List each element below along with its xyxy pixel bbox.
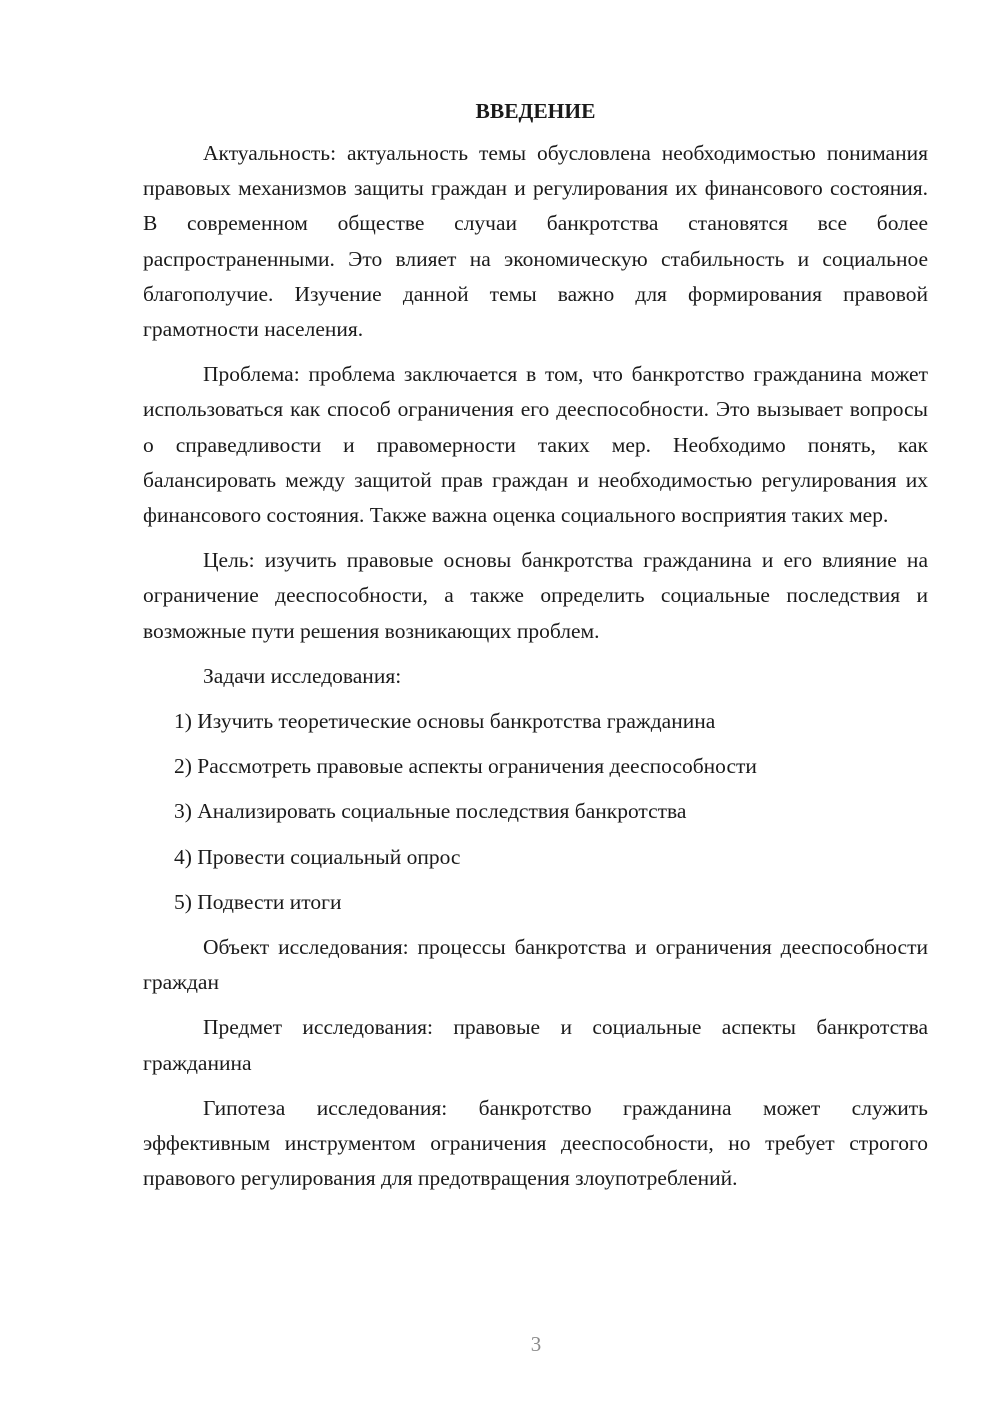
- section-heading: ВВЕДЕНИЕ: [475, 99, 596, 123]
- task-item: 2) Рассмотреть правовые аспекты ограничения дееспособности: [174, 754, 757, 779]
- object-paragraph: Объект исследования: процессы банкротства и ограничения дееспособности граждан: [143, 935, 928, 995]
- task-item: 5) Подвести итоги: [174, 889, 342, 914]
- goal-paragraph: Цель: изучить правовые основы банкротства гражданина и его влияние на ограничение дееспособности, а также определить социальные последствия и возможные пути решения возникающих проблем.: [143, 548, 928, 643]
- tasks-list: [143, 704, 928, 920]
- problem-paragraph: Проблема: проблема заключается в том, что банкротство гражданина может использоваться как способ ограничения его дееспособности. Это вызывает вопросы о справедливости и правомерности таких мер. Необходимо понять, как балансировать между защитой прав граждан и необходимостью регулирования их финансового состояния. Также важна оценка социального восприятия таких мер.: [143, 362, 928, 528]
- hypothesis-paragraph: Гипотеза исследования: банкротство гражданина может служить эффективным инструментом ограничения дееспособности, но требует строгого правового регулирования для предотвращения злоупотреблений.: [143, 1095, 928, 1191]
- tasks-title: Задачи исследования:: [203, 663, 402, 688]
- task-item: 1) Изучить теоретические основы банкротства гражданина: [174, 709, 716, 734]
- relevance-paragraph: Актуальность: актуальность темы обусловлена необходимостью понимания правовых механизмов защиты граждан и регулирования их финансового состояния. В современном обществе случаи банкротства становятся все более распространенными. Это влияет на экономическую стабильность и социальное благополучие. Изучение данной темы важно для формирования правовой грамотности населения.: [143, 141, 928, 342]
- task-item: 3) Анализировать социальные последствия банкротства: [174, 799, 687, 824]
- task-item: 4) Провести социальный опрос: [174, 844, 461, 869]
- subject-paragraph: Предмет исследования: правовые и социальные аспекты банкротства гражданина: [143, 1015, 928, 1075]
- page-content: [143, 95, 928, 1206]
- page-number: 3: [530, 1332, 542, 1356]
